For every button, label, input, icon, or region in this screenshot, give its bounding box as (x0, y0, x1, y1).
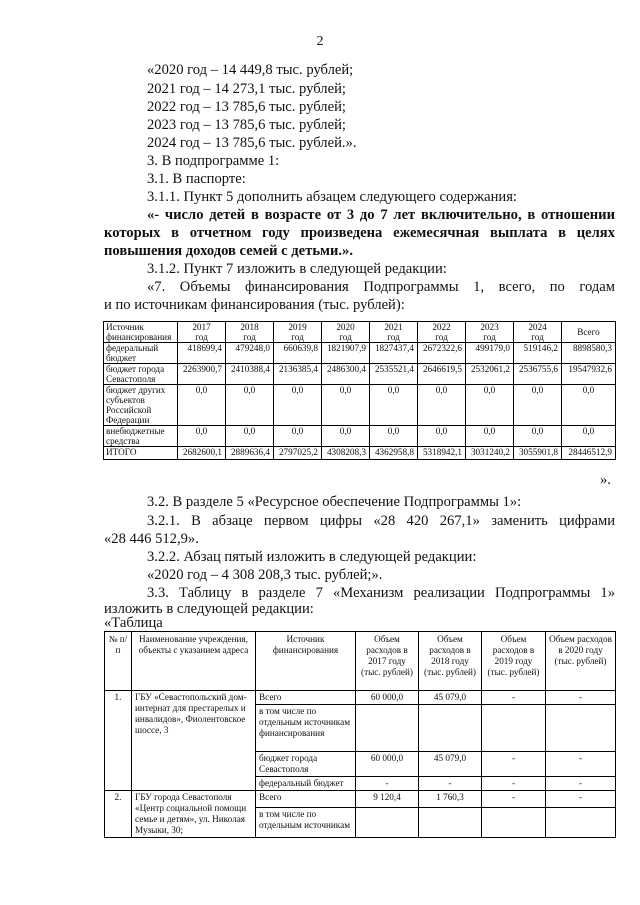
cell: 0,0 (418, 385, 466, 426)
cell (482, 807, 546, 837)
cell: 2672322,6 (418, 343, 466, 364)
header-2020: Объем расходов в 2020 году (тыс. рублей) (546, 632, 616, 691)
text-line: 2024 год – 13 785,6 тыс. рублей.». (147, 135, 357, 151)
cell: 60 000,0 (356, 752, 419, 777)
source-cell: Всего (256, 691, 356, 705)
cell: 2682600,1 (178, 447, 226, 460)
cell: 1821907,9 (322, 343, 370, 364)
cell: - (546, 691, 616, 705)
header-source: Источник финансирования (256, 632, 356, 691)
header-year: 2024 год (514, 322, 562, 343)
header-total: Всего (562, 322, 616, 343)
cell (356, 807, 419, 837)
cell: 0,0 (370, 385, 418, 426)
cell: 1827437,4 (370, 343, 418, 364)
source-cell: в том числе по отдельным источникам финансирования (256, 705, 356, 752)
cell: - (482, 752, 546, 777)
cell: - (546, 752, 616, 777)
table-row (104, 447, 616, 460)
text-line: изложить в следующей редакции: (104, 601, 314, 617)
text-line: «- число детей в возрасте от 3 до 7 лет включительно, в отношении (147, 207, 615, 223)
cell: 0,0 (466, 385, 514, 426)
cell: - (482, 691, 546, 705)
cell: 418699,4 (178, 343, 226, 364)
cell: - (546, 791, 616, 808)
cell: 499179,0 (466, 343, 514, 364)
cell: 0,0 (322, 385, 370, 426)
cell: 0,0 (370, 426, 418, 447)
header-year: 2019 год (274, 322, 322, 343)
source-cell: в том числе по отдельным источникам (256, 807, 356, 837)
text-line: повышения доходов семей с детьми.». (104, 243, 353, 259)
text-line: 3.1.2. Пункт 7 изложить в следующей редакции: (147, 261, 447, 277)
text-line: 2023 год – 13 785,6 тыс. рублей; (147, 117, 346, 133)
cell: 0,0 (226, 426, 274, 447)
institution-name: ГБУ города Севастополя «Центр социальной помощи семье и детям», ул. Николая Музыки, 30; (132, 791, 256, 838)
cell: - (356, 777, 419, 791)
table-row (104, 343, 616, 364)
table-row (104, 364, 616, 385)
text-line: 3.1. В паспорте: (147, 171, 246, 187)
row-label: бюджет города Севастополя (104, 364, 178, 385)
text-line: 3. В подпрограмме 1: (147, 153, 280, 169)
cell: 0,0 (514, 385, 562, 426)
cell: 4308208,3 (322, 447, 370, 460)
row-label: ИТОГО (104, 447, 178, 460)
text-line: «28 446 512,9». (104, 531, 199, 547)
cell: 2536755,6 (514, 364, 562, 385)
cell: 0,0 (466, 426, 514, 447)
header-num: № п/п (105, 632, 132, 691)
row-label: бюджет других субъектов Российской Федерации (104, 385, 178, 426)
cell: 1 760,3 (419, 791, 482, 808)
cell: 0,0 (514, 426, 562, 447)
text-line: «Таблица (104, 615, 163, 631)
text-line: 3.3. Таблицу в разделе 7 «Механизм реализации Подпрограммы 1» (147, 585, 615, 601)
row-label: федеральный бюджет (104, 343, 178, 364)
cell: - (419, 777, 482, 791)
text-line: 3.2.1. В абзаце первом цифры «28 420 267,1» заменить цифрами (147, 513, 615, 529)
cell: 3031240,2 (466, 447, 514, 460)
header-2017: Объем расходов в 2017 году (тыс. рублей) (356, 632, 419, 691)
cell: 2535521,4 (370, 364, 418, 385)
header-source: Источник финансирования (104, 322, 178, 343)
cell: 2486300,4 (322, 364, 370, 385)
cell: - (482, 777, 546, 791)
cell: 4362958,8 (370, 447, 418, 460)
text-line: 3.2.2. Абзац пятый изложить в следующей редакции: (147, 549, 477, 565)
cell (546, 705, 616, 752)
cell: 2797025,2 (274, 447, 322, 460)
cell: 479248,0 (226, 343, 274, 364)
cell: 9 120,4 (356, 791, 419, 808)
source-cell: федеральный бюджет (256, 777, 356, 791)
mechanism-table (104, 631, 616, 838)
text-line: «2020 год – 14 449,8 тыс. рублей; (147, 62, 354, 78)
cell: 2136385,4 (274, 364, 322, 385)
cell (419, 807, 482, 837)
cell (482, 705, 546, 752)
cell: 45 079,0 (419, 752, 482, 777)
row-num: 1. (105, 691, 132, 791)
cell: 519146,2 (514, 343, 562, 364)
cell: 2532061,2 (466, 364, 514, 385)
cell (546, 807, 616, 837)
header-2019: Объем расходов в 2019 году (тыс. рублей) (482, 632, 546, 691)
cell: 0,0 (178, 385, 226, 426)
cell: 0,0 (418, 426, 466, 447)
page-number: 2 (316, 34, 324, 49)
cell: 0,0 (274, 385, 322, 426)
source-cell: бюджет города Севастополя (256, 752, 356, 777)
text-line: 3.2. В разделе 5 «Ресурсное обеспечение Подпрограммы 1»: (147, 494, 522, 510)
header-year: 2021 год (370, 322, 418, 343)
header-year: 2022 год (418, 322, 466, 343)
cell: 8898580,3 (562, 343, 616, 364)
header-2018: Объем расходов в 2018 году (тыс. рублей) (419, 632, 482, 691)
cell (356, 705, 419, 752)
text-line: «7. Объемы финансирования Подпрограммы 1, всего, по годам (147, 279, 615, 295)
cell: - (546, 777, 616, 791)
text-line: «2020 год – 4 308 208,3 тыс. рублей;». (147, 567, 383, 583)
cell: 0,0 (322, 426, 370, 447)
cell: 45 079,0 (419, 691, 482, 705)
table-row (105, 791, 616, 808)
text-line: и по источникам финансирования (тыс. рублей): (104, 297, 405, 313)
cell: 19547932,6 (562, 364, 616, 385)
table-row (105, 691, 616, 705)
table-row (104, 426, 616, 447)
cell: 2410388,4 (226, 364, 274, 385)
cell: 0,0 (562, 426, 616, 447)
cell: 0,0 (226, 385, 274, 426)
cell: 60 000,0 (356, 691, 419, 705)
cell: 28446512,9 (562, 447, 616, 460)
cell: 5318942,1 (418, 447, 466, 460)
text-line: 3.1.1. Пункт 5 дополнить абзацем следующего содержания: (147, 189, 517, 205)
table-end-mark: ». (600, 472, 611, 488)
finance-table (103, 321, 616, 460)
cell (419, 705, 482, 752)
cell: 0,0 (274, 426, 322, 447)
text-line: 2022 год – 13 785,6 тыс. рублей; (147, 99, 346, 115)
text-line: 2021 год – 14 273,1 тыс. рублей; (147, 81, 346, 97)
cell: 2646619,5 (418, 364, 466, 385)
cell: 3055901,8 (514, 447, 562, 460)
header-year: 2023 год (466, 322, 514, 343)
header-year: 2017 год (178, 322, 226, 343)
cell: 660639,8 (274, 343, 322, 364)
cell: 0,0 (562, 385, 616, 426)
mechanism-table-header (105, 632, 616, 691)
table-row (104, 385, 616, 426)
cell: 2263900,7 (178, 364, 226, 385)
finance-table-header (104, 322, 616, 343)
row-num: 2. (105, 791, 132, 838)
header-year: 2020 год (322, 322, 370, 343)
source-cell: Всего (256, 791, 356, 808)
row-label: внебюджетные средства (104, 426, 178, 447)
text-line: которых в отчетном году произведена ежемесячная выплата в целях (104, 225, 615, 241)
institution-name: ГБУ «Севастопольский дом-интернат для престарелых и инвалидов», Фиолентовское шоссе, 3 (132, 691, 256, 791)
cell: 2889636,4 (226, 447, 274, 460)
header-year: 2018 год (226, 322, 274, 343)
cell: 0,0 (178, 426, 226, 447)
header-name: Наименование учреждения, объекты с указанием адреса (132, 632, 256, 691)
cell: - (482, 791, 546, 808)
